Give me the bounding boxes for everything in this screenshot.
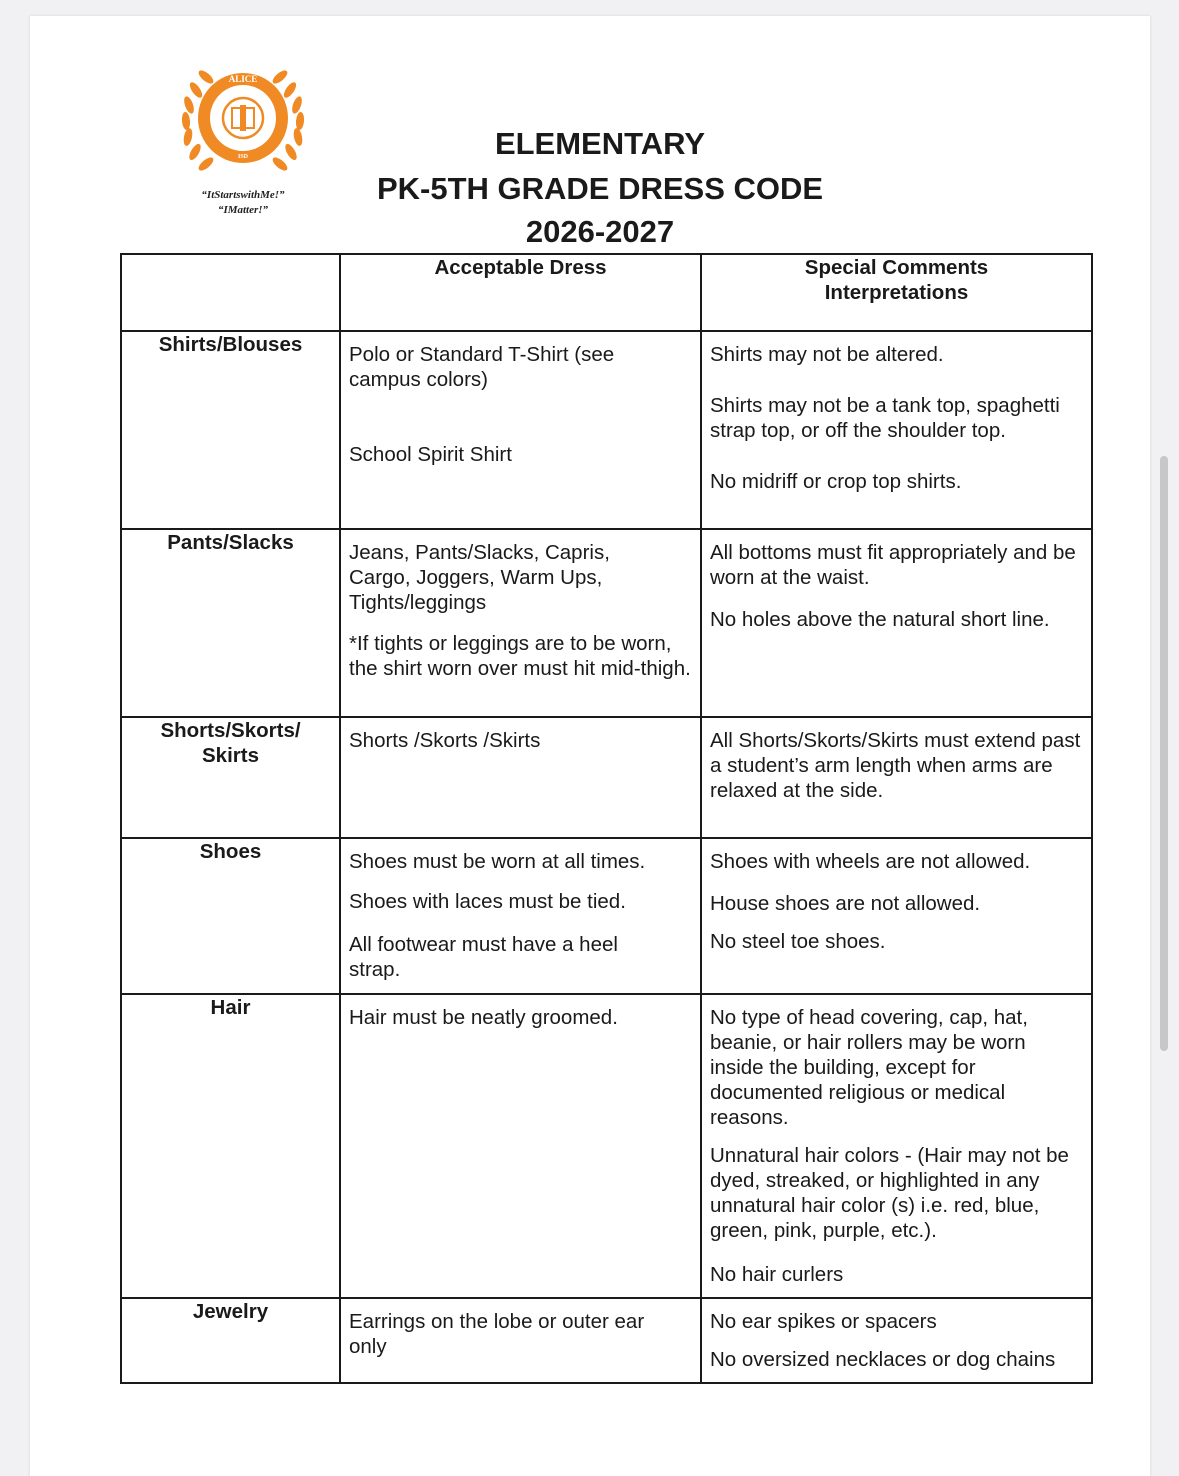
- comments-cell: [701, 838, 1092, 994]
- dress-code-table: [120, 253, 1093, 1384]
- acceptable-item: School Spirit Shirt: [349, 443, 512, 466]
- acceptable-item: Earrings on the lobe or outer ear only: [349, 1310, 645, 1358]
- comments-cell: [701, 1298, 1092, 1383]
- logo-motto-1: “ItStartswithMe!”: [201, 189, 285, 201]
- laurel-seal-icon: [176, 50, 310, 184]
- comment-item: Unnatural hair colors - (Hair may not be dyed, streaked, or highlighted in any unnatural hair color (s) i.e. red, blue, green, pink, purple, etc.).: [710, 1144, 1069, 1242]
- acceptable-item: Shoes with laces must be tied.: [349, 890, 626, 913]
- table-header-row: [121, 254, 1092, 331]
- acceptable-cell: [340, 717, 701, 838]
- header-empty-cell: [121, 254, 340, 331]
- vertical-scrollbar[interactable]: [1160, 456, 1168, 1051]
- comment-item: No type of head covering, cap, hat, beanie, or hair rollers may be worn inside the building, except for documented religious or medical reasons.: [710, 1006, 1028, 1129]
- comment-item: No ear spikes or spacers: [710, 1310, 937, 1333]
- comment-item: All Shorts/Skorts/Skirts must extend past a student’s arm length when arms are relaxed at the side.: [710, 729, 1081, 802]
- comment-item: No holes above the natural short line.: [710, 608, 1050, 631]
- category-jewelry: Jewelry: [121, 1298, 340, 1383]
- acceptable-cell: [340, 994, 701, 1298]
- header-special-comments: [701, 254, 1092, 331]
- comments-cell: [701, 994, 1092, 1298]
- document-page: [30, 16, 1150, 1476]
- category-shorts-skorts-skirts: [121, 717, 340, 838]
- table-row: [121, 529, 1092, 717]
- category-pants-slacks: Pants/Slacks: [121, 529, 340, 717]
- table-row: [121, 994, 1092, 1298]
- page-title-line-2: PK-5TH GRADE DRESS CODE: [376, 171, 824, 206]
- district-logo: [148, 50, 338, 230]
- comment-item: Shirts may not be a tank top, spaghetti strap top, or off the shoulder top.: [710, 394, 1060, 442]
- acceptable-item: *If tights or leggings are to be worn, the shirt worn over must hit mid-thigh.: [349, 632, 691, 680]
- logo-motto-2: “IMatter!”: [217, 204, 269, 216]
- svg-text:ALICE: ALICE: [228, 74, 258, 84]
- acceptable-item: Shoes must be worn at all times.: [349, 850, 646, 873]
- page-title-line-1: ELEMENTARY: [494, 126, 706, 161]
- header-acceptable-dress: [340, 254, 701, 331]
- acceptable-item: Jeans, Pants/Slacks, Capris, Cargo, Joggers, Warm Ups, Tights/leggings: [349, 541, 610, 614]
- header-acceptable-label: Acceptable Dress: [434, 256, 607, 279]
- comments-cell: [701, 529, 1092, 717]
- acceptable-item: Polo or Standard T-Shirt (see campus colors): [349, 343, 615, 391]
- category-label-line-1: Shorts/Skorts/: [160, 719, 301, 742]
- acceptable-cell: [340, 529, 701, 717]
- comment-item: Shoes with wheels are not allowed.: [710, 850, 1031, 873]
- comments-cell: [701, 331, 1092, 529]
- acceptable-item: Hair must be neatly groomed.: [349, 1006, 618, 1029]
- category-hair: Hair: [121, 994, 340, 1298]
- acceptable-cell: [340, 1298, 701, 1383]
- comments-cell: [701, 717, 1092, 838]
- category-label-line-2: Skirts: [202, 744, 259, 767]
- page-title-line-3: 2026-2027: [525, 214, 675, 249]
- comment-item: No hair curlers: [710, 1263, 844, 1286]
- category-shoes: Shoes: [121, 838, 340, 994]
- comment-item: House shoes are not allowed.: [710, 892, 981, 915]
- header-comments-label-1: Special Comments: [804, 256, 989, 279]
- table-row: [121, 717, 1092, 838]
- comment-item: No oversized necklaces or dog chains: [710, 1348, 1056, 1371]
- comment-item: Shirts may not be altered.: [710, 343, 944, 366]
- header-comments-label-2: Interpretations: [824, 281, 969, 304]
- svg-text:ISD: ISD: [237, 154, 249, 160]
- comment-item: No steel toe shoes.: [710, 930, 886, 953]
- table-row: [121, 331, 1092, 529]
- comment-item: No midriff or crop top shirts.: [710, 470, 962, 493]
- acceptable-item: All footwear must have a heel strap.: [349, 933, 618, 981]
- table-row: [121, 838, 1092, 994]
- comment-item: All bottoms must fit appropriately and be worn at the waist.: [710, 541, 1076, 589]
- acceptable-item: Shorts /Skorts /Skirts: [349, 729, 541, 752]
- acceptable-cell: [340, 838, 701, 994]
- acceptable-cell: [340, 331, 701, 529]
- category-shirts-blouses: Shirts/Blouses: [121, 331, 340, 529]
- table-row: [121, 1298, 1092, 1383]
